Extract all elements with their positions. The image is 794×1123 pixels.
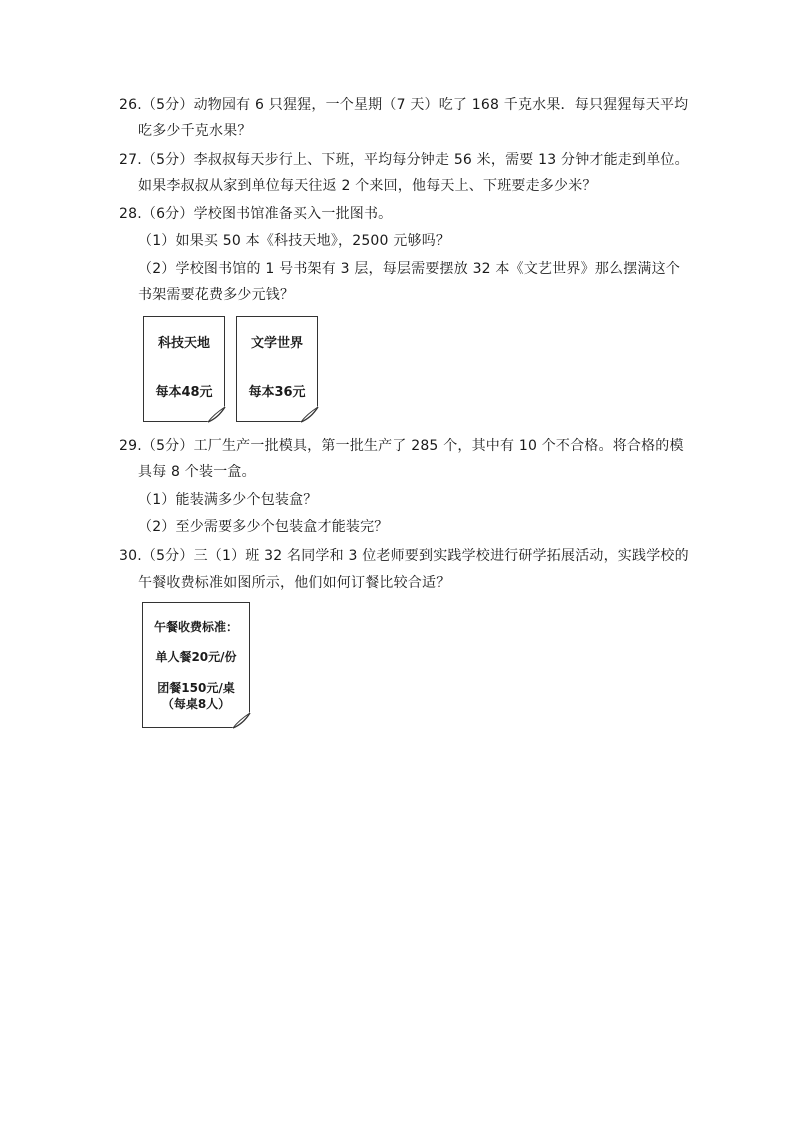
page-curl-icon	[231, 711, 251, 729]
book-card-wenxue-price: 每本36元	[248, 385, 306, 400]
lunch-price-card	[142, 602, 250, 728]
q28-line1: 28.（6分）学校图书馆准备买入一批图书。	[119, 206, 393, 222]
q28-sub2-line2: 书架需要花费多少元钱？	[138, 287, 295, 303]
q28-sub1: （1）如果买 50 本《科技天地》，2500 元够吗？	[138, 233, 451, 249]
book-card-keji	[143, 316, 225, 422]
lunch-card-single: 单人餐20元/份	[155, 650, 237, 664]
q29-line2: 具每 8 个装一盒。	[138, 464, 256, 480]
page-curl-icon	[299, 405, 319, 423]
q26-line2: 吃多少千克水果？	[138, 123, 252, 139]
book-card-wenxue-title: 文学世界	[250, 336, 303, 351]
q30-line2: 午餐收费标准如图所示，他们如何订餐比较合适？	[138, 575, 451, 591]
lunch-card-group: 团餐150元/桌	[157, 681, 235, 695]
q28-sub2-line1: （2）学校图书馆的 1 号书架有 3 层，每层需要摆放 32 本《文艺世界》那么摆满这个	[138, 261, 681, 277]
q27-line2: 如果李叔叔从家到单位每天往返 2 个来回，他每天上、下班要走多少米？	[138, 178, 597, 194]
book-card-keji-price: 每本48元	[155, 385, 213, 400]
lunch-card-heading: 午餐收费标准：	[153, 620, 238, 634]
q30-line1: 30.（5分）三（1）班 32 名同学和 3 位老师要到实践学校进行研学拓展活动，实践学校的	[119, 548, 689, 564]
q26-line1: 26.（5分）动物园有 6 只猩猩，一个星期（7 天）吃了 168 千克水果．每只猩猩每天平均	[119, 97, 689, 113]
q29-line1: 29.（5分）工厂生产一批模具，第一批生产了 285 个，其中有 10 个不合格。将合格的模	[119, 438, 684, 454]
q29-sub2: （2）至少需要多少个包装盒才能装完？	[138, 519, 389, 535]
book-card-keji-title: 科技天地	[157, 336, 210, 351]
lunch-card-group-note: （每桌8人）	[161, 697, 231, 711]
q27-line1: 27.（5分）李叔叔每天步行上、下班，平均每分钟走 56 米，需要 13 分钟才能走到单位。	[119, 152, 689, 168]
page-curl-icon	[206, 405, 226, 423]
q29-sub1: （1）能装满多少个包装盒？	[138, 492, 318, 508]
book-card-wenxue	[236, 316, 318, 422]
